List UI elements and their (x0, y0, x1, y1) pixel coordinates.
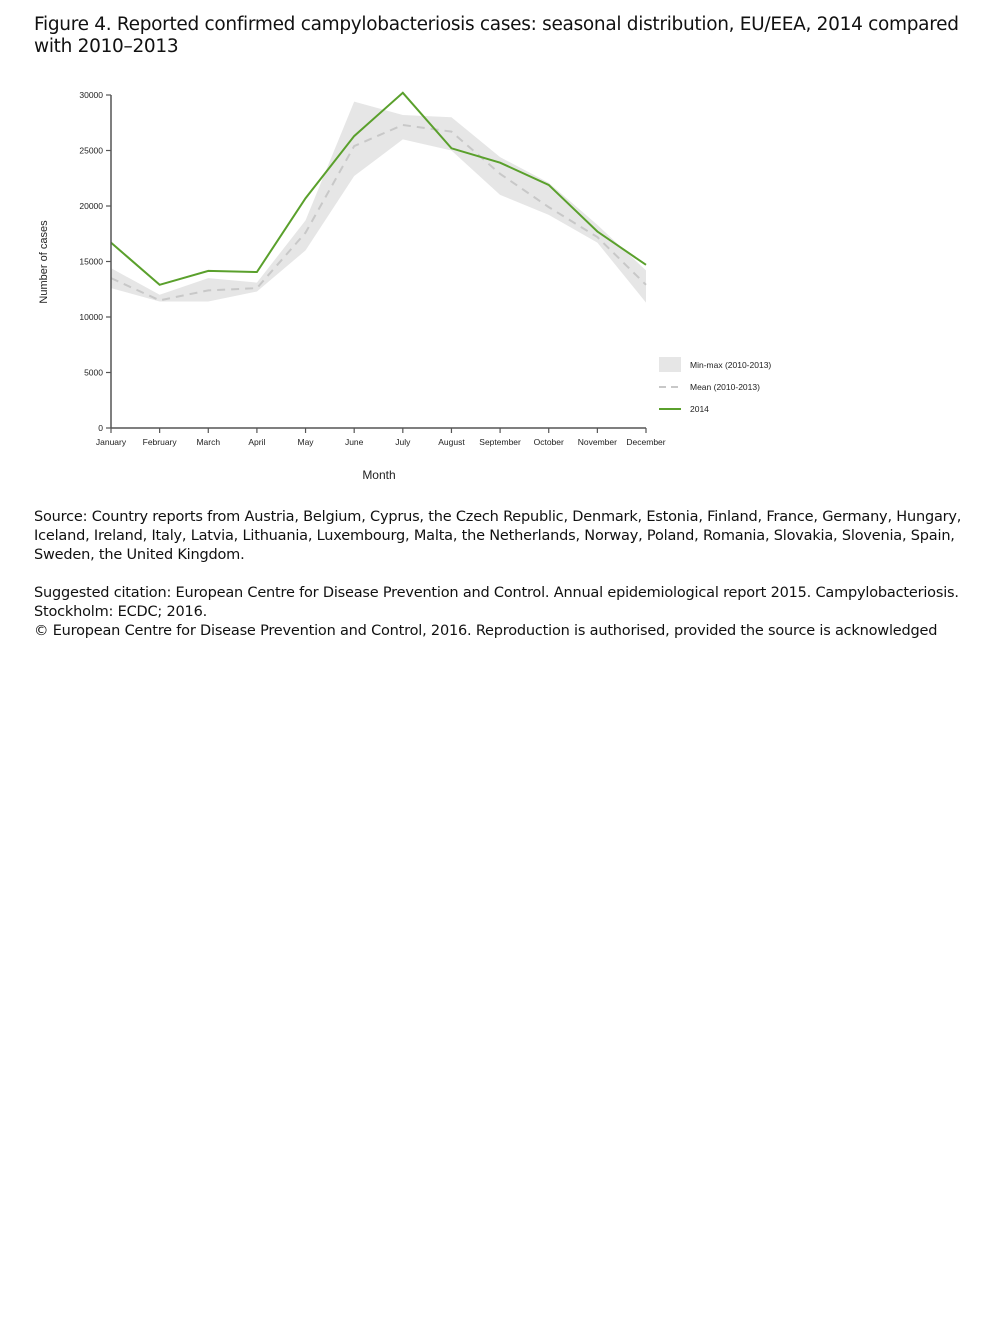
legend-label-mean: Mean (2010-2013) (690, 382, 760, 392)
legend (659, 357, 771, 414)
seasonal-line-chart (0, 0, 1008, 500)
x-tick-label: March (196, 437, 221, 447)
x-tick-label: December (626, 437, 666, 447)
legend-swatch-min-max (659, 357, 681, 372)
x-tick-label: October (533, 437, 564, 447)
x-tick-label: July (395, 437, 411, 447)
y-tick-label: 25000 (79, 145, 103, 156)
x-axis-label: Month (362, 468, 396, 482)
x-tick-label: June (344, 437, 364, 447)
copyright-note: © European Centre for Disease Prevention and Control, 2016. Reproduction is authorised, provided the source is acknowledged (34, 623, 938, 639)
y-tick-label: 15000 (79, 256, 103, 267)
x-tick-label: May (297, 437, 314, 447)
x-tick-label: February (142, 437, 177, 447)
x-tick-label: November (577, 437, 617, 447)
x-tick-label: September (479, 437, 521, 447)
y-tick-label: 10000 (79, 312, 103, 322)
x-tick-label: January (95, 437, 127, 447)
legend-label-2014: 2014 (690, 404, 709, 414)
legend-label-min-max: Min-max (2010-2013) (690, 360, 772, 370)
y-tick-label: 5000 (84, 367, 103, 378)
y-tick-label: 30000 (79, 90, 103, 100)
y-axis-label: Number of cases (38, 220, 50, 304)
y-tick-label: 0 (98, 423, 103, 433)
x-tick-label: August (438, 437, 465, 447)
source-note: Source: Country reports from Austria, Belgium, Cyprus, the Czech Republic, Denmark, Estonia, Finland, France, Germany, Hungary, Iceland, Ireland, Italy, Latvia, Lithuania, Luxembourg, Malta, the Netherlands, Norway, Poland, Romania, Slovakia, Slovenia, Spain, Sweden, the United Kingdom. (34, 509, 962, 563)
figure-title: Figure 4. Reported confirmed campylobacteriosis cases: seasonal distribution, EU/EEA, 2014 compared with 2010–2013 (34, 14, 959, 57)
x-tick-label: April (248, 437, 266, 447)
citation-note: Suggested citation: European Centre for Disease Prevention and Control. Annual epidemiological report 2015. Campylobacteriosis. Stockholm: ECDC; 2016. (34, 585, 959, 620)
y-tick-label: 20000 (79, 201, 103, 211)
notes (34, 508, 984, 641)
